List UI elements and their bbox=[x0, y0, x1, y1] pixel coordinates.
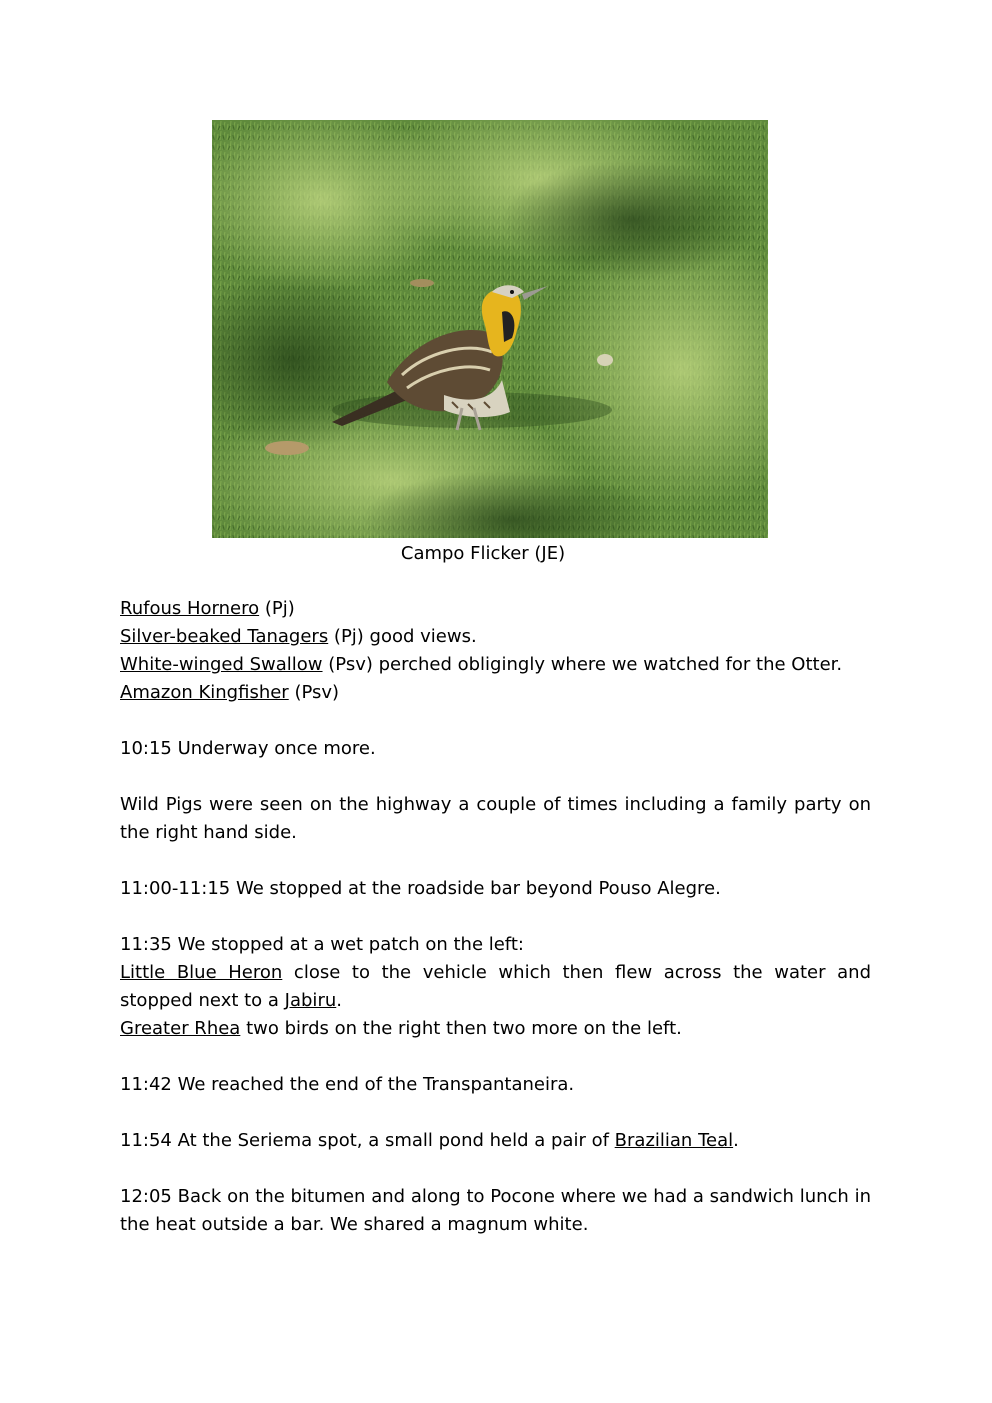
report-body bbox=[120, 595, 871, 1267]
photo-caption: Campo Flicker (JE) bbox=[400, 543, 566, 564]
paragraph-1135 bbox=[120, 931, 871, 1043]
species-name: Greater Rhea bbox=[120, 1018, 241, 1039]
species-name: Little Blue Heron bbox=[120, 962, 283, 983]
sighting-little-blue-heron: Little Blue Heron close to the vehicle which then flew across the water and stopped next to a Jabiru. bbox=[120, 962, 871, 1011]
species-name: Brazilian Teal bbox=[614, 1130, 734, 1151]
sighting-white-winged-swallow: White-winged Swallow (Psv) perched obligingly where we watched for the Otter. bbox=[120, 654, 843, 675]
species-name: White-winged Swallow bbox=[120, 654, 323, 675]
paragraph-1015: 10:15 Underway once more. bbox=[120, 738, 376, 759]
sighting-rufous-hornero: Rufous Hornero (Pj) bbox=[120, 598, 295, 619]
paragraph-1154: 11:54 At the Seriema spot, a small pond held a pair of Brazilian Teal. bbox=[120, 1130, 739, 1151]
paragraph-1100: 11:00-11:15 We stopped at the roadside bar beyond Pouso Alegre. bbox=[120, 878, 721, 899]
campo-flicker-photo bbox=[212, 120, 768, 538]
sightings-list bbox=[120, 595, 871, 707]
sighting-greater-rhea: Greater Rhea two birds on the right then two more on the left. bbox=[120, 1018, 682, 1039]
species-name: Rufous Hornero bbox=[120, 598, 260, 619]
paragraph-1135-intro: 11:35 We stopped at a wet patch on the left: bbox=[120, 934, 524, 955]
species-name: Silver-beaked Tanagers bbox=[120, 626, 329, 647]
species-name: Amazon Kingfisher bbox=[120, 682, 289, 703]
sighting-silver-beaked-tanagers: Silver-beaked Tanagers (Pj) good views. bbox=[120, 626, 477, 647]
sighting-amazon-kingfisher: Amazon Kingfisher (Psv) bbox=[120, 682, 340, 703]
species-name: Jabiru bbox=[284, 990, 337, 1011]
paragraph-wild-pigs: Wild Pigs were seen on the highway a couple of times including a family party on the right hand side. bbox=[120, 794, 871, 843]
paragraph-1142: 11:42 We reached the end of the Transpantaneira. bbox=[120, 1074, 575, 1095]
paragraph-1205: 12:05 Back on the bitumen and along to Pocone where we had a sandwich lunch in the heat outside a bar. We shared a magnum white. bbox=[120, 1186, 871, 1235]
